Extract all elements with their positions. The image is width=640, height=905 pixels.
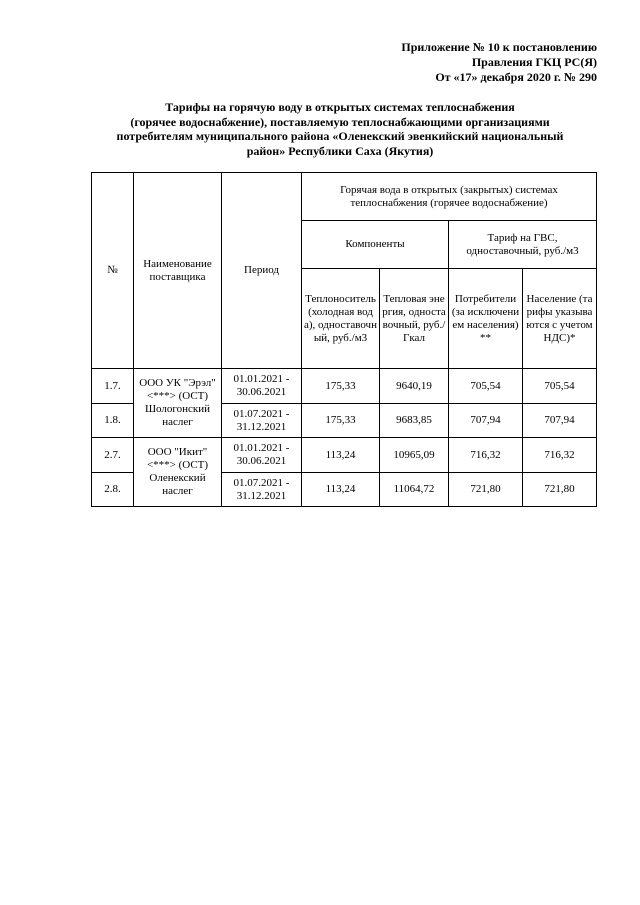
row-heat-carrier: 175,33 xyxy=(302,369,380,404)
supplier-name: ООО "Икит" <***> (ОСТ) Оленекский наслег xyxy=(134,438,222,507)
header-tariff-gvs: Тариф на ГВС, одноставочный, руб./м3 xyxy=(449,221,597,269)
header-population: Население (тарифы указываются с учетом НДС)* xyxy=(523,269,597,369)
header-components: Компоненты xyxy=(302,221,449,269)
header-consumers: Потребители (за исключением населения)** xyxy=(449,269,523,369)
title-line-2: (горячее водоснабжение), поставляемую теплоснабжающими организациями xyxy=(130,114,550,129)
row-population: 721,80 xyxy=(523,473,597,507)
row-consumers: 707,94 xyxy=(449,404,523,438)
row-period: 01.07.2021 - 31.12.2021 xyxy=(222,404,302,438)
row-population: 707,94 xyxy=(523,404,597,438)
row-heat-energy: 9683,85 xyxy=(380,404,449,438)
table-row xyxy=(92,438,597,473)
row-heat-energy: 10965,09 xyxy=(380,438,449,473)
row-heat-energy: 9640,19 xyxy=(380,369,449,404)
row-num: 1.8. xyxy=(92,404,134,438)
title-line-1: Тарифы на горячую воду в открытых системах теплоснабжения xyxy=(165,100,515,114)
row-period: 01.01.2021 - 30.06.2021 xyxy=(222,438,302,473)
header-heat-carrier: Теплоноситель (холодная вода), одноставочный, руб./м3 xyxy=(302,269,380,369)
row-population: 705,54 xyxy=(523,369,597,404)
row-heat-energy: 11064,72 xyxy=(380,473,449,507)
header-num: № xyxy=(92,173,134,369)
header-heat-energy: Тепловая энергия, одноставочный, руб./Гкал xyxy=(380,269,449,369)
row-population: 716,32 xyxy=(523,438,597,473)
row-consumers: 705,54 xyxy=(449,369,523,404)
title-line-3: потребителям муниципального района «Оленекский эвенкийский национальный xyxy=(116,129,564,143)
header-line-1: Приложение № 10 к постановлению xyxy=(401,40,597,54)
document-header xyxy=(401,40,597,85)
tariff-table xyxy=(91,172,597,507)
row-num: 2.7. xyxy=(92,438,134,473)
row-heat-carrier: 113,24 xyxy=(302,473,380,507)
header-line-3: От «17» декабря 2020 г. № 290 xyxy=(435,70,597,84)
header-supplier: Наименование поставщика xyxy=(134,173,222,369)
row-heat-carrier: 175,33 xyxy=(302,404,380,438)
header-group: Горячая вода в открытых (закрытых) системах теплоснабжения (горячее водоснабжение) xyxy=(302,173,597,221)
row-consumers: 716,32 xyxy=(449,438,523,473)
row-consumers: 721,80 xyxy=(449,473,523,507)
header-line-2: Правления ГКЦ РС(Я) xyxy=(471,55,597,69)
supplier-name: ООО УК "Эрэл" <***> (ОСТ) Шологонский наслег xyxy=(134,369,222,438)
row-period: 01.07.2021 - 31.12.2021 xyxy=(222,473,302,507)
row-period: 01.01.2021 - 30.06.2021 xyxy=(222,369,302,404)
table-row xyxy=(92,369,597,404)
row-heat-carrier: 113,24 xyxy=(302,438,380,473)
document-title xyxy=(90,100,590,158)
header-period: Период xyxy=(222,173,302,369)
title-line-4: район» Республики Саха (Якутия) xyxy=(246,143,434,158)
row-num: 2.8. xyxy=(92,473,134,507)
row-num: 1.7. xyxy=(92,369,134,404)
